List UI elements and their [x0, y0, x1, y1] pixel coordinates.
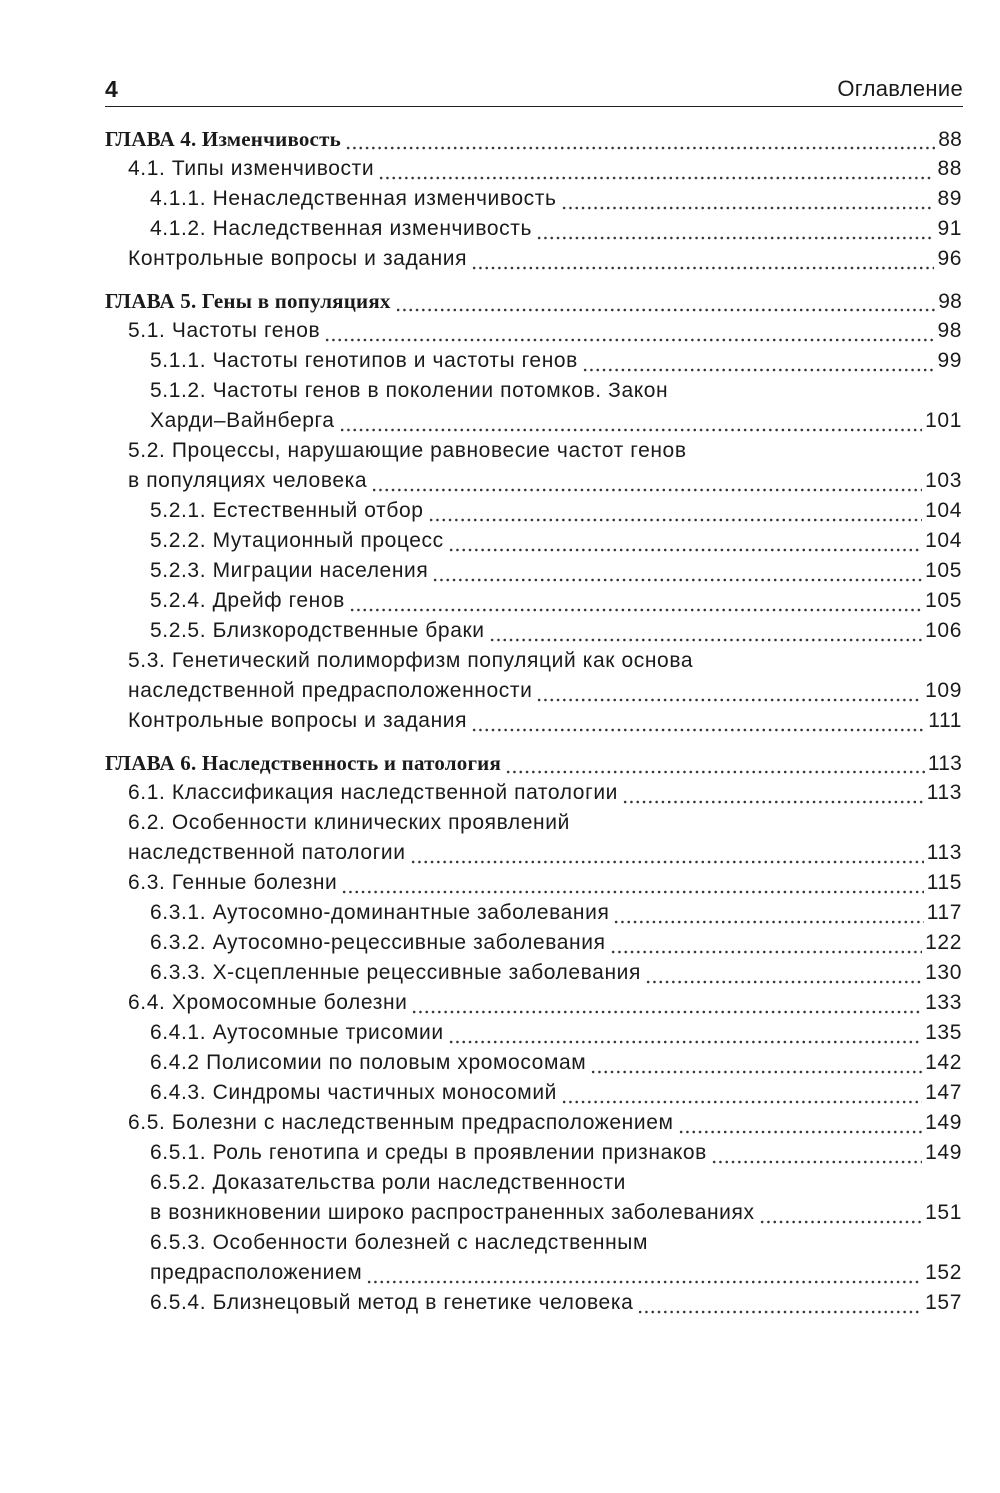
toc-entry	[0, 1226, 1000, 1256]
toc-entry-title: 6.5.1. Роль генотипа и среды в проявлении признаков	[150, 1141, 707, 1164]
dot-leader	[432, 558, 922, 584]
toc-page-number: 109	[925, 679, 962, 702]
toc-entry-title: 4.1. Типы изменчивости	[128, 157, 375, 180]
toc-entry-title: предрасположением	[150, 1261, 363, 1284]
toc-page-number: 133	[925, 991, 962, 1014]
toc-entry	[0, 554, 1000, 584]
toc-entry-title: 5.1. Частоты генов	[128, 319, 321, 342]
toc-entry-title: 6.3.2. Аутосомно-рецессивные заболевания	[150, 931, 606, 954]
toc-entry	[0, 1076, 1000, 1106]
toc-page-number: 149	[925, 1111, 962, 1134]
toc-entry-title: 6.1. Классификация наследственной патологии	[128, 781, 618, 804]
toc-page-number: 105	[925, 559, 962, 582]
toc-entry-title: Контрольные вопросы и задания	[128, 247, 468, 270]
dot-leader	[448, 1020, 922, 1046]
dot-leader	[645, 960, 922, 986]
toc-entry	[0, 866, 1000, 896]
toc-entry-title: Харди–Вайнберга	[150, 409, 335, 432]
toc-entry-title: наследственной патологии	[128, 841, 406, 864]
dot-leader	[345, 126, 935, 152]
dot-leader	[622, 780, 924, 806]
toc-entry-title: 6.5. Болезни с наследственным предрасположением	[128, 1111, 674, 1134]
toc-entry-title: 6.4. Хромосомные болезни	[128, 991, 408, 1014]
dot-leader	[339, 408, 923, 434]
toc-entry-title: наследственной предрасположенности	[128, 679, 533, 702]
toc-page-number: 99	[937, 349, 962, 372]
toc-entry	[0, 584, 1000, 614]
dot-leader	[410, 840, 924, 866]
toc-page-number: 157	[925, 1291, 962, 1314]
toc-entry	[0, 986, 1000, 1016]
toc-chapter-entry	[0, 746, 1000, 776]
toc-entry	[0, 1106, 1000, 1136]
toc-page-number: 113	[927, 752, 962, 775]
dot-leader	[378, 156, 934, 182]
toc-page-number: 147	[925, 1081, 962, 1104]
toc-entry-title: 5.2. Процессы, нарушающие равновесие частот генов	[128, 439, 687, 462]
toc-entry	[0, 836, 1000, 866]
toc-page-number: 88	[937, 157, 962, 180]
section-title: Оглавление	[837, 76, 963, 101]
dot-leader	[536, 216, 934, 242]
toc-entry	[0, 674, 1000, 704]
toc-entry	[0, 1166, 1000, 1196]
dot-leader	[505, 750, 925, 776]
dot-leader	[711, 1140, 922, 1166]
toc-page-number: 88	[938, 128, 962, 151]
toc-page-number: 149	[925, 1141, 962, 1164]
toc-page-number: 152	[925, 1261, 962, 1284]
dot-leader	[371, 468, 922, 494]
dot-leader	[448, 528, 922, 554]
toc-page-number: 103	[925, 469, 962, 492]
toc-entry-title: ГЛАВА 5. Гены в популяциях	[105, 289, 391, 313]
toc-page-number: 101	[925, 409, 962, 432]
toc-entry-title: 6.4.1. Аутосомные трисомии	[150, 1021, 444, 1044]
table-of-contents	[0, 122, 1000, 1316]
toc-entry	[0, 434, 1000, 464]
page-number: 4	[105, 76, 118, 102]
toc-page-number: 104	[925, 499, 962, 522]
toc-page-number: 104	[925, 529, 962, 552]
running-header	[105, 74, 963, 107]
toc-entry-title: 6.3.1. Аутосомно-доминантные заболевания	[150, 901, 610, 924]
dot-leader	[678, 1110, 923, 1136]
toc-entry	[0, 344, 1000, 374]
dot-leader	[366, 1260, 922, 1286]
dot-leader	[471, 708, 925, 734]
toc-entry-title: 6.3. Генные болезни	[128, 871, 338, 894]
dot-leader	[428, 498, 923, 524]
toc-entry-title: в популяциях человека	[128, 469, 368, 492]
dot-leader	[582, 348, 935, 374]
toc-entry	[0, 404, 1000, 434]
toc-entry-title: 6.2. Особенности клинических проявлений	[128, 811, 570, 834]
dot-leader	[561, 186, 935, 212]
toc-chapter-entry	[0, 284, 1000, 314]
dot-leader	[610, 930, 923, 956]
toc-entry	[0, 614, 1000, 644]
toc-entry	[0, 374, 1000, 404]
toc-page-number: 135	[925, 1021, 962, 1044]
toc-page-number: 96	[937, 247, 962, 270]
toc-entry-title: 5.2.5. Близкородственные браки	[150, 619, 485, 642]
dot-leader	[489, 618, 923, 644]
toc-chapter-entry	[0, 122, 1000, 152]
dot-leader	[349, 588, 922, 614]
toc-entry-title: 6.4.3. Синдромы частичных моносомий	[150, 1081, 557, 1104]
toc-page-number: 113	[926, 841, 962, 864]
toc-page-number: 151	[925, 1201, 962, 1224]
dot-leader	[590, 1050, 922, 1076]
dot-leader	[759, 1200, 923, 1226]
toc-entry	[0, 956, 1000, 986]
toc-entry	[0, 152, 1000, 182]
toc-page-number: 105	[925, 589, 962, 612]
toc-entry	[0, 806, 1000, 836]
toc-page-number: 91	[937, 217, 962, 240]
toc-entry-title: 4.1.1. Ненаследственная изменчивость	[150, 187, 557, 210]
dot-leader	[395, 288, 936, 314]
toc-entry-title: 5.1.2. Частоты генов в поколении потомков. Закон	[150, 379, 669, 402]
toc-entry	[0, 314, 1000, 344]
toc-entry-title: 6.3.3. Х-сцепленные рецессивные заболевания	[150, 961, 641, 984]
toc-entry-title: ГЛАВА 4. Изменчивость	[105, 127, 341, 151]
toc-page-number: 106	[925, 619, 962, 642]
dot-leader	[341, 870, 923, 896]
toc-page-number: 113	[926, 781, 962, 804]
dot-leader	[324, 318, 934, 344]
toc-entry	[0, 1016, 1000, 1046]
toc-page-number: 122	[925, 931, 962, 954]
dot-leader	[536, 678, 922, 704]
toc-entry-title: 5.2.2. Мутационный процесс	[150, 529, 444, 552]
dot-leader	[613, 900, 923, 926]
toc-entry	[0, 524, 1000, 554]
toc-entry-title: 5.1.1. Частоты генотипов и частоты генов	[150, 349, 578, 372]
toc-entry	[0, 242, 1000, 272]
toc-entry-title: 6.5.4. Близнецовый метод в генетике человека	[150, 1291, 634, 1314]
toc-entry	[0, 1286, 1000, 1316]
toc-page-number: 98	[938, 290, 962, 313]
toc-entry	[0, 1256, 1000, 1286]
toc-page-number: 130	[925, 961, 962, 984]
toc-entry-title: в возникновении широко распространенных заболеваниях	[150, 1201, 755, 1224]
toc-entry-title: 5.2.1. Естественный отбор	[150, 499, 424, 522]
toc-entry	[0, 704, 1000, 734]
toc-entry	[0, 494, 1000, 524]
toc-page-number: 142	[925, 1051, 962, 1074]
toc-entry	[0, 464, 1000, 494]
toc-page-number: 115	[926, 871, 962, 894]
toc-entry-title: 5.3. Генетический полиморфизм популяций как основа	[128, 649, 694, 672]
toc-entry	[0, 644, 1000, 674]
toc-entry-title: ГЛАВА 6. Наследственность и патология	[105, 751, 502, 775]
dot-leader	[561, 1080, 922, 1106]
toc-entry	[0, 776, 1000, 806]
dot-leader	[411, 990, 922, 1016]
toc-page-number: 89	[937, 187, 962, 210]
toc-entry-title: 6.4.2 Полисомии по половым хромосомам	[150, 1051, 587, 1074]
toc-entry	[0, 1196, 1000, 1226]
toc-entry	[0, 212, 1000, 242]
toc-entry-title: 4.1.2. Наследственная изменчивость	[150, 217, 533, 240]
toc-entry-title: 6.5.3. Особенности болезней с наследственным	[150, 1231, 649, 1254]
toc-page-number: 111	[928, 709, 962, 732]
toc-entry-title: 5.2.4. Дрейф генов	[150, 589, 345, 612]
toc-page-number: 117	[926, 901, 962, 924]
dot-leader	[637, 1290, 922, 1316]
toc-entry-title: 6.5.2. Доказательства роли наследственности	[150, 1171, 627, 1194]
toc-entry	[0, 1136, 1000, 1166]
toc-entry-title: Контрольные вопросы и задания	[128, 709, 468, 732]
toc-entry	[0, 182, 1000, 212]
dot-leader	[471, 246, 934, 272]
toc-entry-title: 5.2.3. Миграции населения	[150, 559, 429, 582]
toc-entry	[0, 926, 1000, 956]
toc-entry	[0, 896, 1000, 926]
toc-entry	[0, 1046, 1000, 1076]
toc-page-number: 98	[937, 319, 962, 342]
